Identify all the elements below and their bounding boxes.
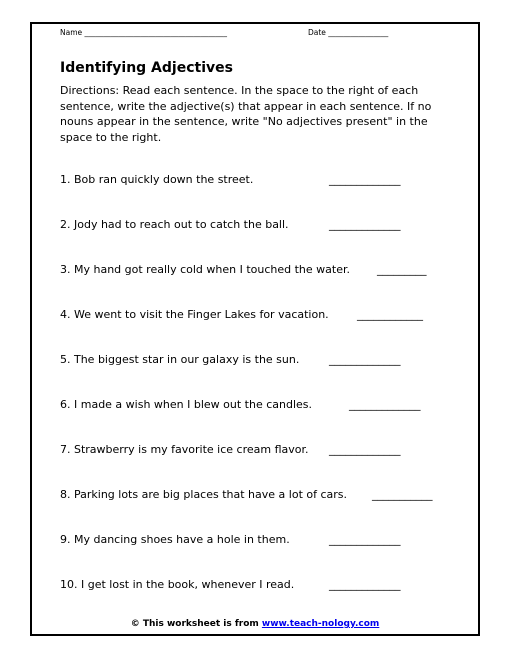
directions-text: Directions: Read each sentence. In the space to the right of each sentence, write the adjective(s) that appear in each sentence. If no nouns appear in the sentence, write "No adjectives present" in the space to the right. — [60, 84, 432, 144]
date-line: Date ________________ — [308, 28, 389, 37]
sentence-8: 8. Parking lots are big places that have a lot of cars. — [60, 488, 348, 501]
sentence-9: 9. My dancing shoes have a hole in them. — [60, 533, 290, 546]
answer-blank-9: _____________ — [329, 533, 401, 546]
answer-blank-10: _____________ — [329, 578, 401, 591]
worksheet-title: Identifying Adjectives — [60, 60, 233, 76]
answer-blank-8: ___________ — [372, 488, 433, 501]
answer-blank-6: _____________ — [349, 398, 421, 411]
sentence-1: 1. Bob ran quickly down the street. — [60, 173, 254, 186]
answer-blank-4: ____________ — [357, 308, 423, 321]
footer-credit-text: © This worksheet is from — [130, 619, 259, 629]
sentence-7: 7. Strawberry is my favorite ice cream flavor. — [60, 443, 309, 456]
sentence-4: 4. We went to visit the Finger Lakes for vacation. — [60, 308, 329, 321]
answer-blank-5: _____________ — [329, 353, 401, 366]
answer-blank-1: _____________ — [329, 173, 401, 186]
answer-blank-7: _____________ — [329, 443, 401, 456]
sentence-2: 2. Jody had to reach out to catch the ball. — [60, 218, 289, 231]
footer-link[interactable]: www.teach-nology.com — [261, 619, 380, 629]
sentence-3: 3. My hand got really cold when I touched the water. — [60, 263, 350, 276]
answer-blank-3: _________ — [377, 263, 427, 276]
name-line: Name ______________________________________ — [60, 28, 228, 37]
sentence-5: 5. The biggest star in our galaxy is the sun. — [60, 353, 300, 366]
footer-credit — [0, 619, 510, 629]
answer-blank-2: _____________ — [329, 218, 401, 231]
sentence-10: 10. I get lost in the book, whenever I read. — [60, 578, 295, 591]
sentence-6: 6. I made a wish when I blew out the candles. — [60, 398, 313, 411]
